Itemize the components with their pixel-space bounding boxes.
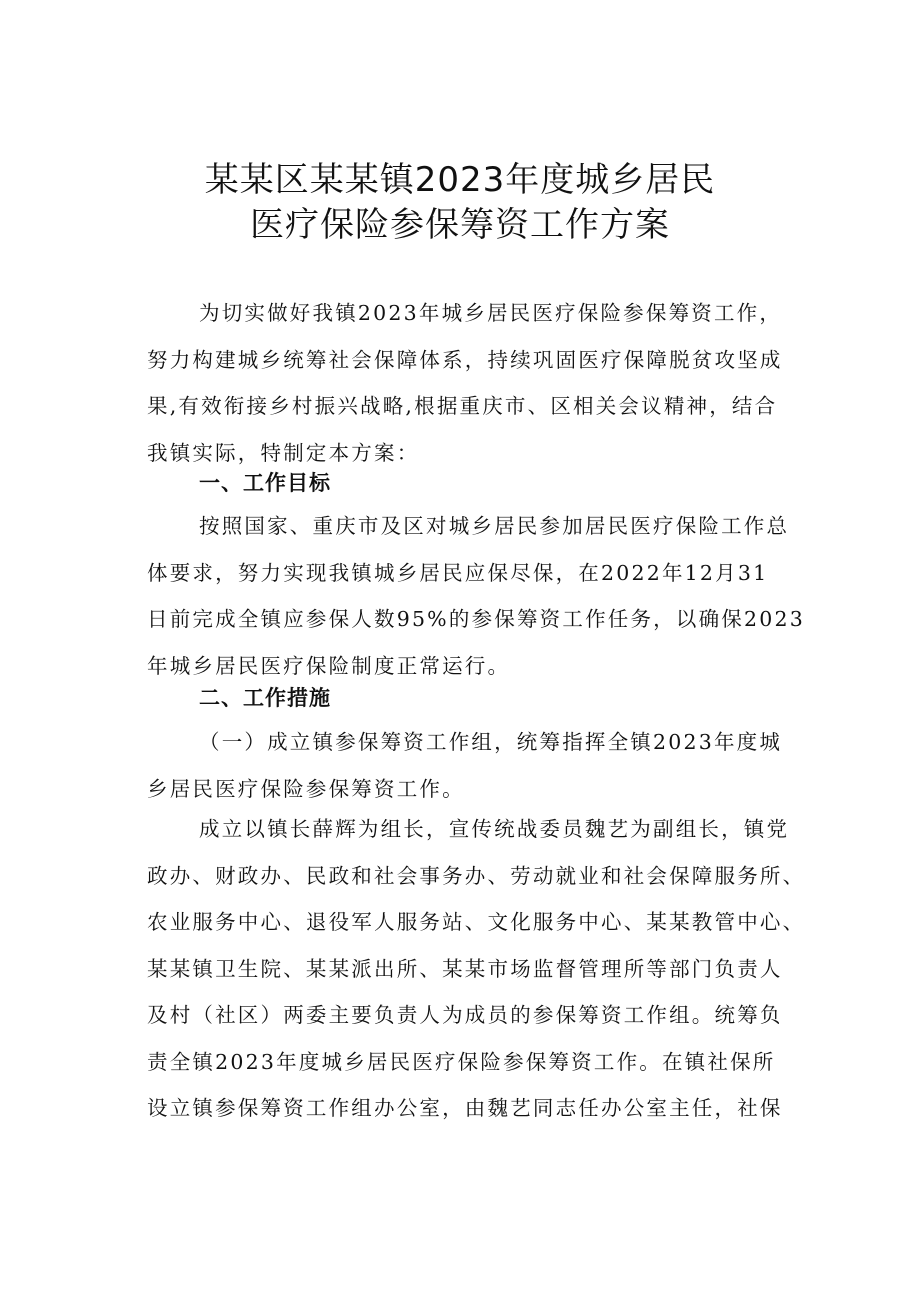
intro-line: 为切实做好我镇2023年城乡居民医疗保险参保筹资工作， — [199, 301, 783, 325]
section-2-paragraph — [147, 806, 807, 1132]
intro-line: 努力构建城乡统筹社会保障体系，持续巩固医疗保障脱贫攻坚成 — [147, 347, 783, 372]
section-1-line: 按照国家、重庆市及区对城乡居民参加居民医疗保险工作总 — [199, 514, 790, 538]
section-1-line: 日前完成全镇应参保人数95%的参保筹资工作任务，以确保2023 — [147, 607, 805, 631]
section-1-paragraph — [147, 503, 807, 689]
section-2-line: 及村（社区）两委主要负责人为成员的参保筹资工作组。统筹负 — [147, 1003, 783, 1027]
intro-paragraph — [147, 290, 807, 476]
section-2-line: 农业服务中心、退役军人服务站、文化服务中心、某某教管中心、 — [147, 910, 806, 934]
section-1-line: 年城乡居民医疗保险制度正常运行。 — [147, 653, 511, 678]
section-2-line: 成立以镇长薛辉为组长，宣传统战委员魏艺为副组长，镇党 — [199, 817, 790, 841]
section-2-sub-1-paragraph — [147, 719, 807, 812]
section-2-line: 设立镇参保筹资工作组办公室，由魏艺同志任办公室主任，社保 — [147, 1096, 783, 1120]
document-title-line-2: 医疗保险参保筹资工作方案 — [250, 205, 670, 245]
intro-line: 果,有效衔接乡村振兴战略,根据重庆市、区相关会议精神，结合 — [147, 394, 778, 418]
intro-line: 我镇实际，特制定本方案： — [147, 440, 420, 465]
section-1-heading: 一、工作目标 — [199, 471, 331, 495]
section-2-heading: 二、工作措施 — [199, 686, 331, 710]
section-2-line: 责全镇2023年度城乡居民医疗保险参保筹资工作。在镇社保所 — [147, 1049, 776, 1074]
section-2-sub-1-line: 乡居民医疗保险参保筹资工作。 — [147, 776, 465, 801]
section-2-line: 政办、财政办、民政和社会事务办、劳动就业和社会保障服务所、 — [147, 863, 806, 888]
document-title-line-1: 某某区某某镇2023年度城乡居民 — [204, 160, 716, 200]
section-1-line: 体要求，努力实现我镇城乡居民应保尽保，在2022年12月31 — [147, 560, 769, 585]
section-2-line: 某某镇卫生院、某某派出所、某某市场监督管理所等部门负责人 — [147, 956, 783, 981]
section-2-sub-1-line: （一）成立镇参保筹资工作组，统筹指挥全镇2023年度城 — [199, 730, 783, 754]
